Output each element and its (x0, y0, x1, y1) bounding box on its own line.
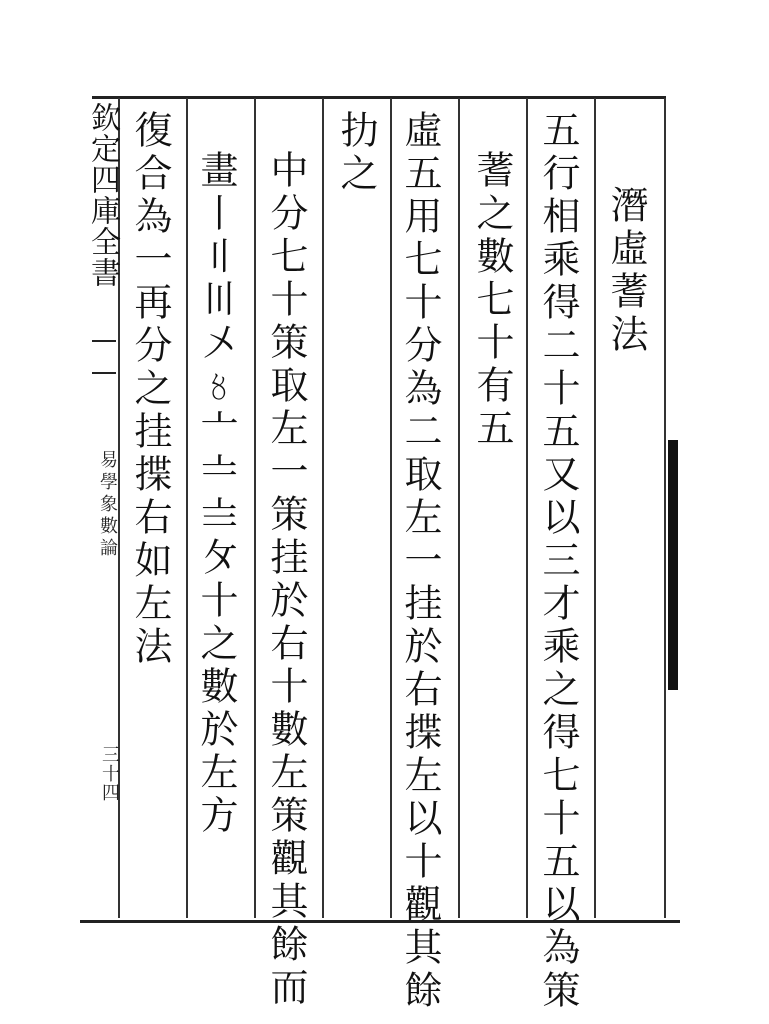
text-column: 蓍之數七十有五 (470, 150, 514, 451)
column-divider (458, 98, 460, 918)
text-column: 中分七十策取左一策挂於右十數左策觀其餘而 (264, 150, 308, 1010)
bottom-border-rule (80, 920, 680, 923)
section-heading: 潛虛蓍法 (604, 185, 648, 357)
chapter-title: 易學象數論 (97, 450, 118, 560)
book-title: 欽定四庫全書 (85, 102, 120, 288)
fishtail-mark (92, 340, 116, 374)
column-divider (322, 98, 324, 918)
right-border-rule (664, 98, 666, 918)
column-divider (594, 98, 596, 918)
column-divider (186, 98, 188, 918)
binding-edge-mark (668, 440, 678, 690)
page-number: 三十四 (99, 745, 120, 802)
text-column: 扐之 (334, 110, 378, 196)
column-divider (254, 98, 256, 918)
text-column: 五行相乘得二十五又以三才乘之得七十五以為策 (536, 110, 580, 1013)
column-divider (390, 98, 392, 918)
text-column: 虛五用七十分為二取左一挂於右揲左以十觀其餘 (398, 110, 442, 1013)
text-column: 畫丨〢〣〤〥〦〧〨〩十之數於左方 (194, 150, 238, 838)
text-column: 復合為一再分之挂揲右如左法 (128, 110, 172, 669)
column-divider (526, 98, 528, 918)
top-border-rule (92, 96, 666, 99)
